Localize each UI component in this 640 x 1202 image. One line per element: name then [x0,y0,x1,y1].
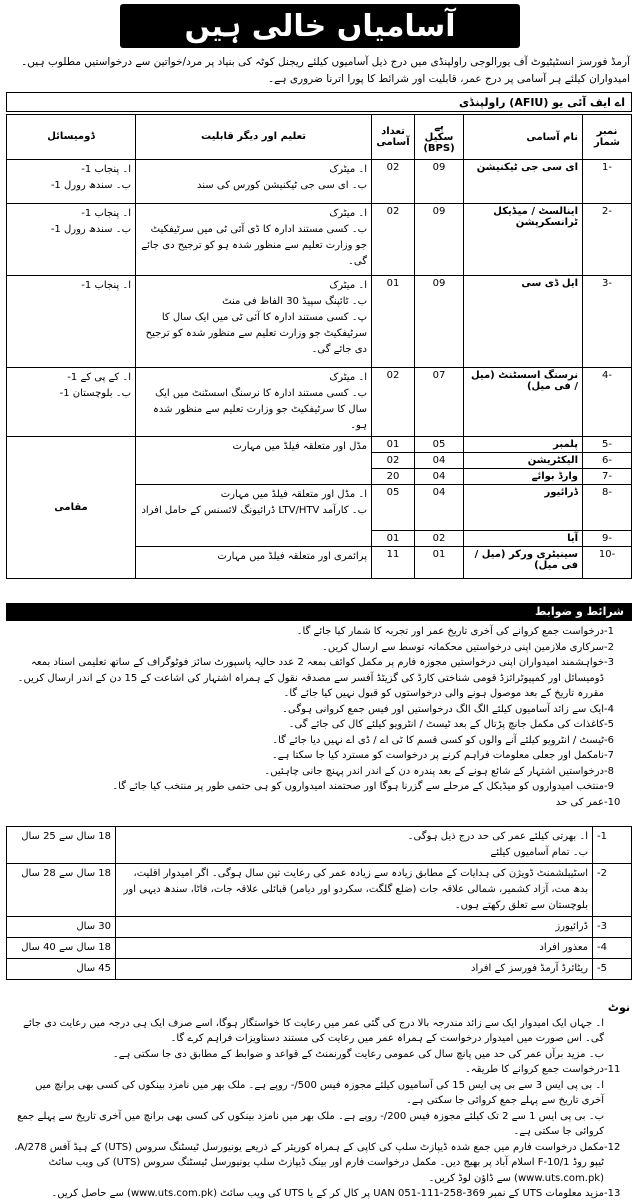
term-text: درخواستیں اشتہار کے شائع ہونے کے بعد پندرہ دن کے اندر اندر پہنچ جانی چاہئیں۔ [264,765,604,777]
post-bps: 04 [415,485,464,531]
post-qty: 01 [372,437,415,453]
domicile-line: ا۔ پنجاب 1- [81,208,131,219]
term-number: -6 [604,734,614,746]
age-number: -5 [593,959,632,980]
note-item [10,1047,630,1063]
age-number: -2 [593,864,632,917]
note-item [10,1078,630,1109]
term-item [10,717,630,733]
post-qty: 02 [372,204,415,276]
term-number: -2 [604,641,614,653]
header-name: نام آسامی [464,115,583,160]
note-text: درخواست جمع کروانے کا طریقہ۔ [465,1064,604,1075]
note-number: -13 [604,1188,621,1199]
term-text: کاغذات کی مکمل جانچ پڑتال کے بعد ٹیسٹ / انٹرویو کیلئے کال کی جائے گی۔ [288,719,604,730]
header-bps: پے سکیل (BPS) [415,115,464,160]
post-name: پلمبر [464,437,583,453]
age-number: -4 [593,938,632,959]
term-number: -3 [604,657,614,668]
age-description [116,959,593,980]
post-name: وارڈ بوائے [464,469,583,485]
notes-section [10,1000,630,1202]
terms-heading: شرائط و ضوابط [6,603,632,621]
age-limit: 45 سال [7,959,116,980]
post-name: ایل ڈی سی [464,276,583,368]
age-limit: 18 سال سے 40 سال [7,938,116,959]
term-number: -8 [604,765,614,777]
note-number [604,1109,630,1140]
post-qualification [136,160,372,204]
note-item [10,1186,630,1202]
post-qty: 02 [372,368,415,437]
age-description-line: معذور افراد [539,942,588,953]
post-bps: 09 [415,160,464,204]
age-limit: 18 سال سے 28 سال [7,864,116,917]
post-name: سینیٹری ورکر (میل / فی میل) [464,547,583,579]
term-number: -10 [604,796,621,808]
header-sno: نمبر شمار [583,115,632,160]
terms-list [10,624,630,810]
post-sno: -10 [583,547,632,579]
domicile-line: ا۔ کے پی کے 1- [67,372,131,383]
age-description-line: ڈرائیورز [555,921,588,932]
post-sno: -2 [583,204,632,276]
term-text: سرکاری ملازمین اپنی درخواستیں محکمانہ توسط سے ارسال کریں۔ [322,641,604,653]
qualification-line: ب۔ کسی مستند ادارہ کا نرسنگ اسسٹنٹ میں ایک سال کا سرٹیفکیٹ جو وزارت تعلیم سے منظور شدہ ہو۔ [153,388,367,431]
table-row [7,204,632,276]
post-sno: -1 [583,160,632,204]
term-item [10,733,630,749]
age-row [7,959,632,980]
age-description-line: ا۔ بھرتی کیلئے عمر کی حد درج ذیل ہوگی۔ [407,831,588,842]
post-qualification [136,368,372,437]
post-bps: 02 [415,531,464,547]
note-item [10,1140,630,1187]
domicile-line: ب۔ بلوچستان 1- [59,388,131,399]
term-text: درخواست جمع کروانے کی آخری تاریخ عمر اور تجربہ کا شمار کیا جائے گا۔ [296,626,604,637]
qualification-line: پرائمری اور متعلقہ فیلڈ میں مہارت [217,551,367,562]
post-sno: -6 [583,453,632,469]
header-qualification: تعلیم اور دیگر قابلیت [136,115,372,160]
domicile-line: ا۔ پنجاب 1- [81,280,131,291]
term-number: -5 [604,719,614,730]
term-text: ٹیسٹ / انٹرویو کیلئے آنے والوں کو کسی قسم کا ٹی اے / ڈی اے نہیں دیا جائے گا۔ [272,734,604,746]
post-qualification [136,204,372,276]
age-row [7,917,632,938]
post-bps: 04 [415,469,464,485]
note-number: -12 [604,1141,621,1153]
qualification-line: ا۔ میٹرک [329,280,367,291]
table-row [7,368,632,437]
note-text: ب۔ بی پی ایس 1 سے 2 تک کیلئے مجوزہ فیس 200/- روپے ہے۔ ملک بھر میں نامزد بینکوں کی کسی بھی برانچ میں آخری تاریخ سے پہلے جمع کروائی جا سکتی ہے۔ [17,1110,604,1137]
note-heading: نوٹ [607,1001,630,1014]
post-bps: 09 [415,276,464,368]
term-item [10,655,630,702]
age-number: -1 [593,827,632,864]
post-qualification [136,437,372,485]
term-item [10,640,630,656]
age-number: -3 [593,917,632,938]
qualification-line: ب۔ کارآمد LTV/HTV ڈرائیونگ لائسنس کے حامل افراد [141,505,367,516]
term-text: خواہشمند امیدواران اپنی درخواستیں مجوزہ فارم پر مکمل کوائف بمعہ 2 عدد حالیہ پاسپورٹ سائز فوٹوگراف کے ساتھ تعلیمی اسناد بمعہ ڈومیسائل اور کمپیوٹرائزڈ قومی شناختی کارڈ کی گزیٹڈ آفسر سے مصدقہ نقول کے ہمراہ اشتہار کی اشاعت کے 15 دن کے اندر ارسال کریں۔ مقررہ تاریخ کے بعد موصول ہونے والی درخواستوں کو قبول نہیں کیا جائے گا۔ [17,657,604,699]
post-sno: -4 [583,368,632,437]
post-qualification [136,547,372,579]
intro-text: آرمڈ فورسز انسٹیٹیوٹ آف یورالوجی راولپنڈی میں درج ذیل آسامیوں کیلئے ریجنل کوٹہ کی بنیاد پر مرد/خواتین سے درخواستیں مطلوب ہیں۔ امیدواران کیلئے ہر آسامی پر درج عمر، قابلیت اور شرائط کا پورا اترنا ضروری ہے۔ [21,56,630,85]
posts-table [6,114,632,579]
table-row [7,160,632,204]
note-text: مکمل درخواست فارم میں جمع شدہ ڈیپازٹ سلپ کی کاپی کے ہمراہ کوریئر کے ذریعے یونیورسل ٹیسٹنگ سروس (UTS) کے ہیڈ آفس 278/A، ٹیپو روڈ F-10/1 اسلام آباد پر بھیج دیں۔ مکمل درخواست فارم اور بینک ڈیپازٹ سلپ یونیورسل ٹیسٹنگ سروس (UTS) کی ویب سائٹ (www.uts.com.pk) سے ڈاؤن لوڈ کریں۔ [14,1141,604,1184]
header-domicile: ڈومیسائل [7,115,136,160]
age-description-line: اسٹیبلشمنٹ ڈویژن کی ہدایات کے مطابق زیادہ سے زیادہ عمر کی رعایت تین سال ہوگی۔ اگر امیدوار اقلیت، بدھ مت، آزاد کشمیر، شمالی علاقہ جات (ضلع گلگت، سکردو اور دیامر) قبائلی علاقہ جات، فاٹا، سندھ دیہی اور بلوچستان سے تعلق رکھتے ہوں۔ [123,868,588,911]
age-limit-table [6,826,632,980]
post-bps: 04 [415,453,464,469]
note-item [10,1062,630,1078]
age-row [7,827,632,864]
note-text: ب۔ مزید برآں عمر کی حد میں پانچ سال کی عمومی رعایت گورنمنٹ کے قواعد و ضوابط کے مطابق دی جا سکتی ہے۔ [112,1048,604,1060]
note-item [10,1016,630,1047]
post-name: آیا [464,531,583,547]
domicile-line: مقامی [54,501,88,513]
qualification-line: ا۔ مڈل اور متعلقہ فیلڈ میں مہارت [220,489,367,500]
post-sno: -3 [583,276,632,368]
age-description [116,864,593,917]
post-sno: -8 [583,485,632,531]
term-text: ایک سے زائد آسامیوں کیلئے الگ الگ درخواستیں اور فیس جمع کروانی ہوگی۔ [282,703,604,715]
age-limit: 30 سال [7,917,116,938]
unit-heading: اے ایف آئی یو (AFIU) راولپنڈی [6,92,632,112]
note-number: -11 [604,1064,621,1075]
post-domicile [7,276,136,368]
post-qty: 05 [372,485,415,531]
domicile-line: ا۔ پنجاب 1- [81,164,131,175]
post-qty: 01 [372,531,415,547]
post-name: اینالسٹ / میڈیکل ٹرانسکرپشن [464,204,583,276]
term-item [10,624,630,640]
post-qty: 20 [372,469,415,485]
post-name: ڈرائیور [464,485,583,531]
qualification-line: ب۔ کسی مستند ادارہ کا ڈی آئی ٹی میں سرٹیفکیٹ جو وزارت تعلیم سے منظور شدہ ہو کو ترجیح دی جائے گی۔ [141,224,367,267]
qualification-line: ا۔ میٹرک [329,372,367,383]
term-item [10,764,630,780]
term-number: -4 [604,703,614,715]
note-number [604,1016,630,1047]
age-description [116,827,593,864]
note-text: ا۔ بی پی ایس 3 سے بی پی ایس 15 کی آسامیوں کیلئے مجوزہ فیس 500/- روپے ہے۔ ملک بھر میں نامزد بینکوں کی کسی بھی برانچ میں آخری تاریخ سے پہلے جمع کروائی جا سکتی ہے۔ [35,1079,604,1106]
age-description [116,938,593,959]
post-domicile [7,437,136,579]
post-sno: -9 [583,531,632,547]
term-number: -7 [604,750,614,761]
age-limit: 18 سال سے 25 سال [7,827,116,864]
qualification-line: مڈل اور متعلقہ فیلڈ میں مہارت [232,441,367,452]
domicile-line: ب۔ سندھ رورل 1- [50,180,131,191]
post-bps: 05 [415,437,464,453]
post-bps: 09 [415,204,464,276]
term-number: -9 [604,781,614,792]
post-name: نرسنگ اسسٹنٹ (میل / فی میل) [464,368,583,437]
term-item [10,702,630,718]
posts-body [7,160,632,579]
post-domicile [7,368,136,437]
table-row [7,437,632,453]
post-qty: 02 [372,453,415,469]
post-name: ای سی جی ٹیکنیشن [464,160,583,204]
note-number [604,1047,630,1063]
post-qty: 02 [372,160,415,204]
domicile-line: ب۔ سندھ رورل 1- [50,224,131,235]
term-text: نامکمل اور جعلی معلومات فراہم کرنے پر درخواست کو مسترد کیا جا سکتا ہے۔ [271,750,604,761]
age-description-line: ب۔ تمام آسامیوں کیلئے [490,847,588,858]
term-number: -1 [604,626,614,637]
term-item [10,795,630,811]
banner-title: آسامیاں خالی ہیں [120,4,520,48]
post-domicile [7,204,136,276]
table-row [7,276,632,368]
post-domicile [7,160,136,204]
note-number [604,1078,630,1109]
qualification-line: پ۔ کسی مستند ادارہ کا آئی ٹی میں ایک سال کا سرٹیفکیٹ جو وزارت تعلیم سے منظور شدہ کو ترجیح دی جائے گی۔ [145,312,367,355]
qualification-line: ب۔ ای سی جی ٹیکنیشن کورس کی سند [197,180,367,191]
header-qty: تعداد آسامی [372,115,415,160]
post-sno: -5 [583,437,632,453]
age-row [7,938,632,959]
age-row [7,864,632,917]
note-item [10,1109,630,1140]
note-text: ا۔ جہاں ایک امیدوار ایک سے زائد مندرجہ بالا درج کی گئی عمر میں رعایت کا خواستگار ہوگا، اسے صرف ایک ہی درجہ میں رعایت دی جائے گی۔ اس صورت میں امیدوار درخواست کے ہمراہ عمر میں رعایت کی مستند دستاویزات فراہم کرے گا۔ [23,1017,604,1044]
age-description [116,917,593,938]
term-item [10,748,630,764]
post-qty: 01 [372,276,415,368]
qualification-line: ا۔ میٹرک [329,208,367,219]
post-sno: -7 [583,469,632,485]
term-item [10,779,630,795]
post-qualification [136,485,372,547]
qualification-line: ب۔ ٹائپنگ سپیڈ 30 الفاظ فی منٹ [222,296,367,307]
term-text: عمر کی حد [555,796,604,808]
qualification-line: ا۔ میٹرک [329,164,367,175]
age-description-line: ریٹائرڈ آرمڈ فورسز کے افراد [471,963,588,974]
term-text: منتخب امیدواروں کو میڈیکل کے مرحلے سے گزرنا ہوگا اور صحتمند امیدواروں کو ہی حتمی طور پر منتخب کیا جائے گا۔ [112,781,604,792]
note-text: مزید معلومات UTS کے نمبر UAN 051-111-258-369 پر کال کر کے یا UTS کی ویب سائٹ (www.uts.com.pk) سے حاصل کریں۔ [51,1188,604,1199]
post-qty: 11 [372,547,415,579]
post-qualification [136,276,372,368]
post-name: الیکٹریشن [464,453,583,469]
post-bps: 01 [415,547,464,579]
post-bps: 07 [415,368,464,437]
